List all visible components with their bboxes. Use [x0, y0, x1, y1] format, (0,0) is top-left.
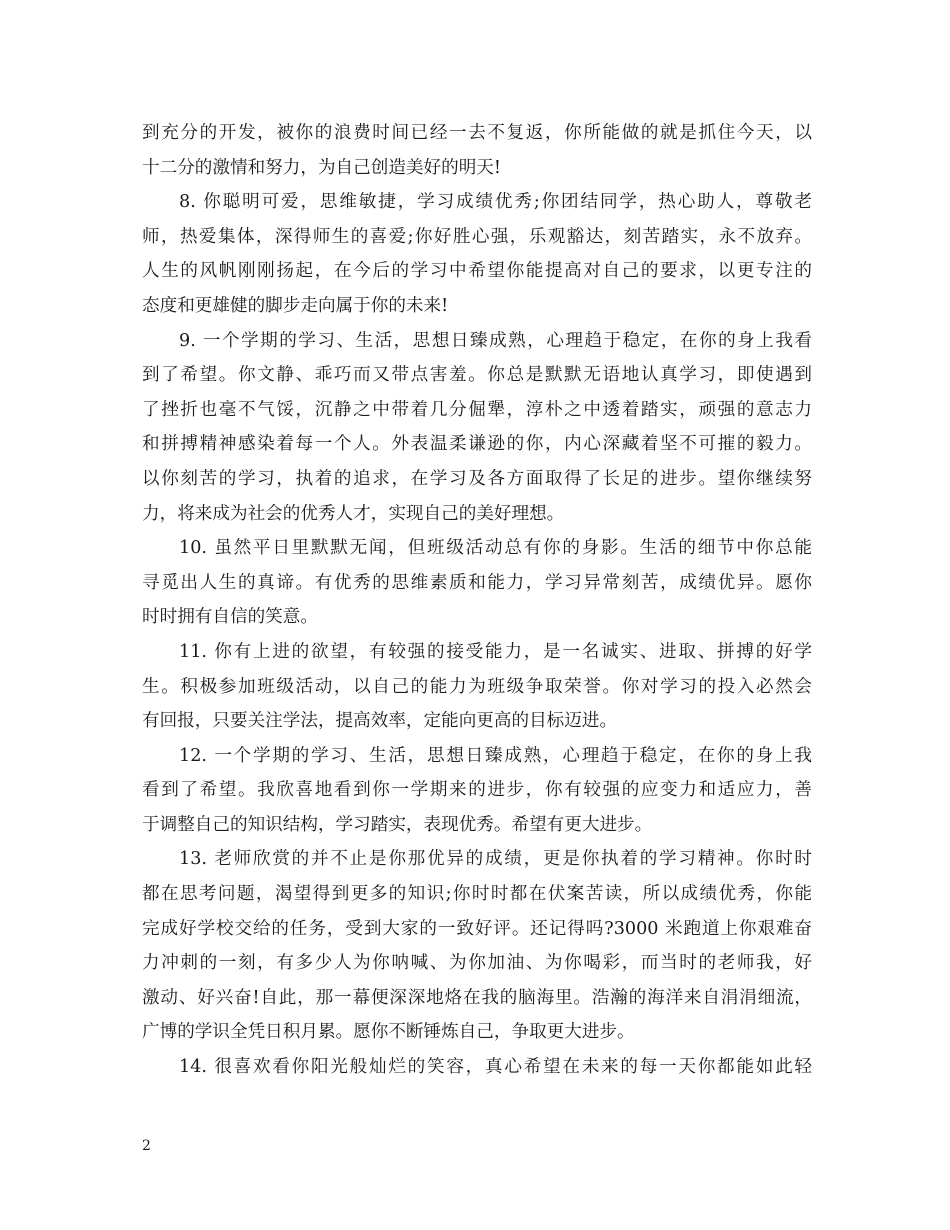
text-line: 态度和更雄健的脚步走向属于你的未来!	[142, 295, 449, 316]
text-line: 看到了希望。我欣喜地看到你一学期来的进步，你有较强的应变力和适应力，善	[142, 780, 812, 801]
paragraph-start-line: 10. 虽然平日里默默无闻，但班级活动总有你的身影。生活的细节中你总能	[179, 538, 812, 559]
text-line: 时时拥有自信的笑意。	[142, 607, 318, 628]
text-line: 力冲刺的一刻，有多少人为你呐喊、为你加油、为你喝彩，而当时的老师我，好	[142, 953, 812, 974]
text-line: 了挫折也毫不气馁，沉静之中带着几分倔犟，淳朴之中透着踏实，顽强的意志力	[142, 399, 812, 420]
text-line: 激动、好兴奋!自此，那一幕便深深地烙在我的脑海里。浩瀚的海洋来自涓涓细流，	[142, 987, 812, 1008]
text-line: 到了希望。你文静、乖巧而又带点害羞。你总是默默无语地认真学习，即使遇到	[142, 365, 812, 386]
text-line: 完成好学校交给的任务，受到大家的一致好评。还记得吗?3000 米跑道上你艰难奋	[142, 918, 812, 939]
text-line: 师，热爱集体，深得师生的喜爱;你好胜心强，乐观豁达，刻苦踏实，永不放弃。	[142, 226, 812, 247]
text-line: 人生的风帆刚刚扬起，在今后的学习中希望你能提高对自己的要求，以更专注的	[142, 261, 812, 282]
text-line: 都在思考问题，渴望得到更多的知识;你时时都在伏案苦读，所以成绩优秀，你能	[142, 884, 812, 905]
text-line: 广博的学识全凭日积月累。愿你不断锤炼自己，争取更大进步。	[142, 1022, 635, 1043]
text-line: 生。积极参加班级活动，以自己的能力为班级争取荣誉。你对学习的投入必然会	[142, 676, 812, 697]
text-line: 十二分的激情和努力，为自己创造美好的明天!	[142, 157, 501, 178]
text-line: 以你刻苦的学习，执着的追求，在学习及各方面取得了长足的进步。望你继续努	[142, 468, 812, 489]
text-line: 力，将来成为社会的优秀人才，实现自己的美好理想。	[142, 503, 565, 524]
document-body	[142, 116, 812, 1085]
paragraph-start-line: 14. 很喜欢看你阳光般灿烂的笑容，真心希望在未来的每一天你都能如此轻	[179, 1057, 812, 1078]
paragraph-start-line: 13. 老师欣赏的并不止是你那优异的成绩，更是你执着的学习精神。你时时	[179, 849, 812, 870]
paragraph-start-line: 12. 一个学期的学习、生活，思想日臻成熟，心理趋于稳定，在你的身上我	[179, 745, 812, 766]
paragraph-start-line: 8. 你聪明可爱，思维敏捷，学习成绩优秀;你团结同学，热心助人，尊敬老	[179, 192, 812, 213]
paragraph-start-line: 11. 你有上进的欲望，有较强的接受能力，是一名诚实、进取、拼搏的好学	[179, 641, 812, 662]
text-line: 寻觅出人生的真谛。有优秀的思维素质和能力，学习异常刻苦，成绩优异。愿你	[142, 572, 812, 593]
text-line: 到充分的开发，被你的浪费时间已经一去不复返，你所能做的就是抓住今天，以	[142, 123, 812, 143]
page-number: 2	[142, 1138, 151, 1154]
text-line: 有回报，只要关注学法，提高效率，定能向更高的目标迈进。	[142, 711, 618, 732]
text-line: 于调整自己的知识结构，学习踏实，表现优秀。希望有更大进步。	[142, 814, 653, 835]
text-line: 和拼搏精神感染着每一个人。外表温柔谦逊的你，内心深藏着坚不可摧的毅力。	[142, 434, 812, 455]
paragraph-start-line: 9. 一个学期的学习、生活，思想日臻成熟，心理趋于稳定，在你的身上我看	[179, 330, 812, 351]
